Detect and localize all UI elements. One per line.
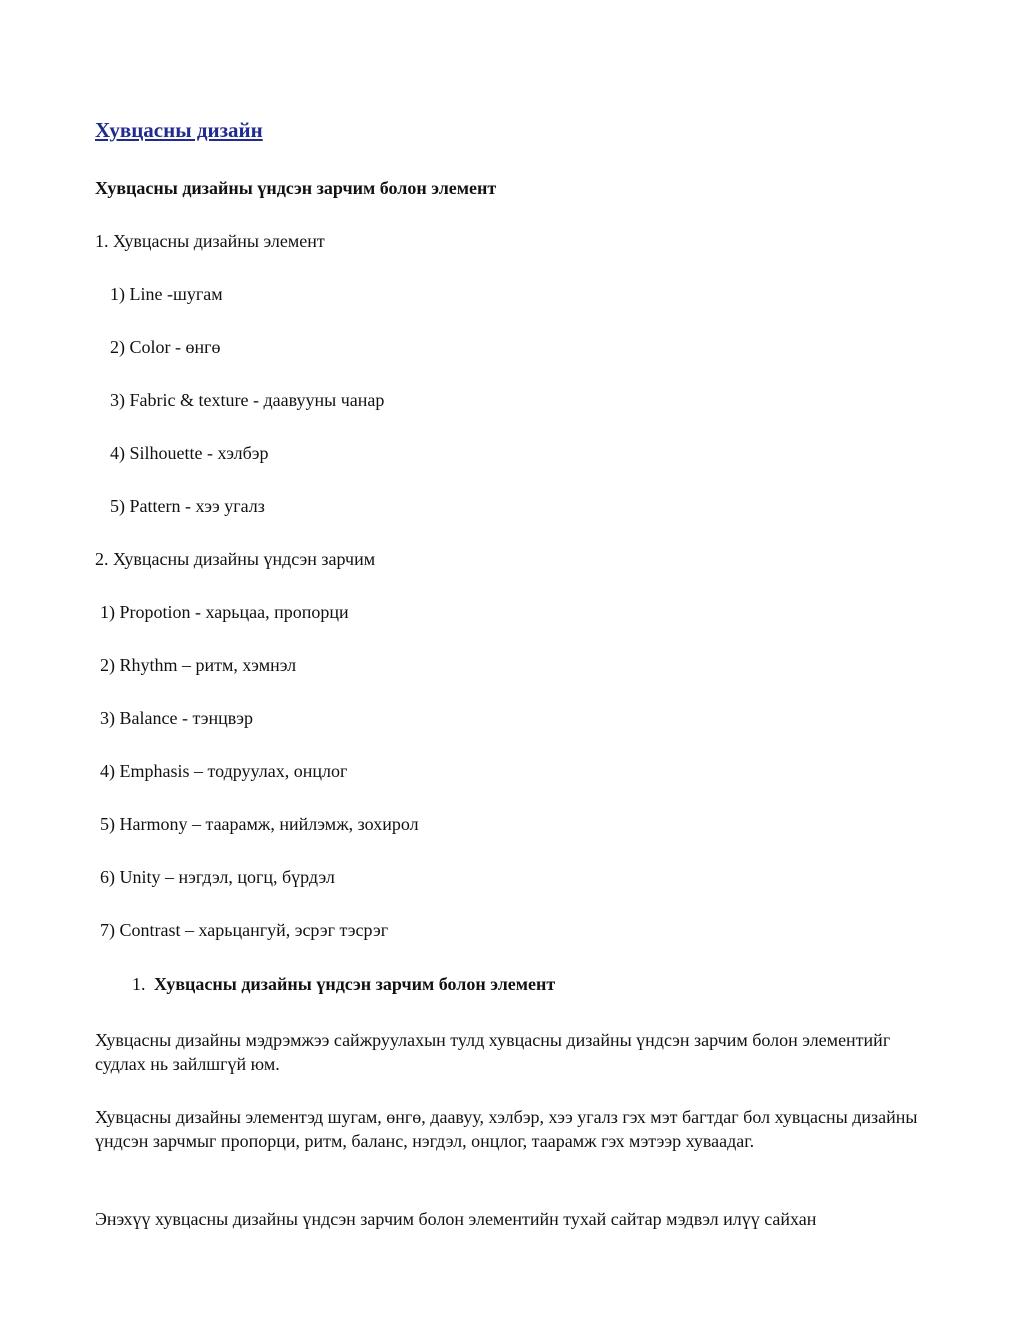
paragraph-1: Хувцасны дизайны мэдрэмжээ сайжруулахын тулд хувцасны дизайны үндсэн зарчим болон элементийг судлах нь зайлшгүй юм.	[95, 1030, 891, 1074]
section2-item-harmony: 5) Harmony – таарамж, нийлэмж, зохирол	[100, 814, 419, 834]
section2-item-emphasis: 4) Emphasis – тодруулах, онцлог	[100, 761, 348, 781]
section1-item-pattern: 5) Pattern - хээ угалз	[110, 496, 265, 516]
section2-item-contrast: 7) Contrast – харьцангуй, эсрэг тэсрэг	[100, 920, 389, 940]
section2-item-proportion: 1) Propotion - харьцаа, пропорци	[100, 602, 349, 622]
document-title[interactable]: Хувцасны дизайн	[95, 118, 263, 142]
section1-item-color: 2) Color - өнгө	[110, 337, 221, 357]
numbered-heading-number: 1.	[132, 974, 146, 994]
paragraph-3: Энэхүү хувцасны дизайны үндсэн зарчим болон элементийн тухай сайтар мэдвэл илүү сайхан	[95, 1209, 817, 1229]
section1-item-fabric: 3) Fabric & texture - даавууны чанар	[110, 390, 385, 410]
section2-heading: 2. Хувцасны дизайны үндсэн зарчим	[95, 549, 376, 569]
numbered-heading-text: Хувцасны дизайны үндсэн зарчим болон элемент	[154, 974, 556, 994]
section1-item-silhouette: 4) Silhouette - хэлбэр	[110, 443, 269, 463]
section1-item-line: 1) Line -шугам	[110, 284, 223, 304]
document-subtitle: Хувцасны дизайны үндсэн зарчим болон элемент	[95, 178, 497, 198]
section2-item-unity: 6) Unity – нэгдэл, цогц, бүрдэл	[100, 867, 335, 887]
section2-item-balance: 3) Balance - тэнцвэр	[100, 708, 253, 728]
section1-heading: 1. Хувцасны дизайны элемент	[95, 231, 325, 251]
section2-item-rhythm: 2) Rhythm – ритм, хэмнэл	[100, 655, 297, 675]
paragraph-2: Хувцасны дизайны элементэд шугам, өнгө, даавуу, хэлбэр, хээ угалз гэх мэт багтдаг бол хувцасны дизайны үндсэн зарчмыг пропорци, ритм, баланс, нэгдэл, онцлог, таарамж гэх мэтээр хуваадаг.	[95, 1107, 918, 1151]
